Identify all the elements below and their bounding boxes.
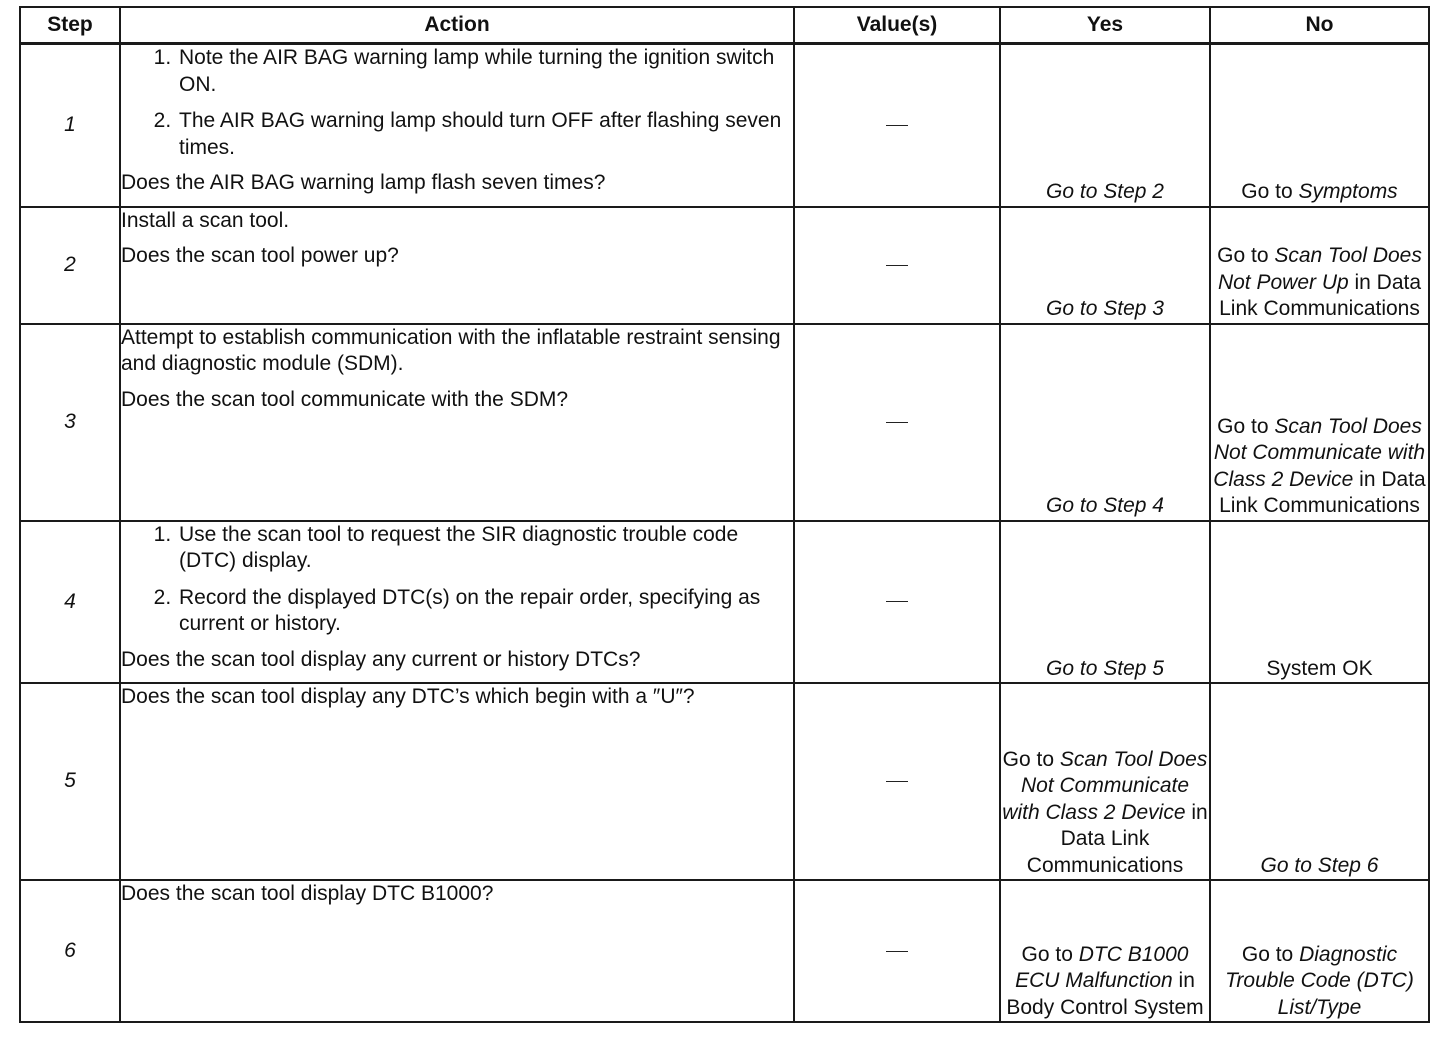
header-yes: Yes: [1000, 7, 1210, 44]
no-outcome-text: Scan Tool Does Not Power Up: [1217, 244, 1422, 294]
value-cell: [794, 880, 1000, 1022]
action-text: Does the scan tool power up?: [121, 244, 399, 267]
no-outcome-text: in Data Link Communications: [1219, 270, 1422, 320]
table-row: [20, 207, 1429, 324]
value-cell: [794, 683, 1000, 880]
header-action: Action: [120, 7, 794, 44]
yes-outcome-text: Go to Step 4: [1046, 494, 1164, 517]
action-cell: [120, 207, 794, 324]
yes-outcome: [1000, 324, 1210, 521]
action-step-item: 2. Record the displayed DTC(s) on the repair order, specifying as current or history.: [177, 585, 793, 638]
diagnostic-table: [19, 6, 1430, 1023]
table-row: [20, 44, 1429, 207]
yes-outcome-text: DTC B1000 ECU Malfunction: [1015, 942, 1189, 992]
table-row: [20, 324, 1429, 521]
yes-outcome: [1000, 683, 1210, 880]
table-row: [20, 521, 1429, 684]
header-row: [20, 7, 1429, 44]
header-step: Step: [20, 7, 120, 44]
action-text: Does the scan tool communicate with the SDM?: [121, 387, 569, 411]
value-cell: [794, 521, 1000, 684]
yes-outcome-text: Scan Tool Does Not Communicate with Class 2 Device: [1002, 747, 1208, 824]
no-outcome-text: Go to: [1241, 942, 1300, 966]
action-text: Attempt to establish communication with the inflatable restraint sensing and diagnostic module (SDM).: [121, 325, 781, 375]
action-cell: [120, 880, 794, 1022]
action-text: Does the scan tool display DTC B1000?: [121, 882, 494, 905]
value-dash: [886, 781, 908, 782]
no-outcome: [1210, 880, 1429, 1022]
yes-outcome-text: Go to Step 2: [1046, 180, 1164, 203]
yes-outcome-text: Go to: [1002, 747, 1060, 771]
step-number: 6: [20, 880, 120, 1022]
action-cell: [120, 44, 794, 207]
no-outcome-text: Diagnostic Trouble Code (DTC) List/Type: [1225, 942, 1414, 1019]
action-cell: [120, 324, 794, 521]
value-dash: [886, 951, 908, 952]
no-outcome: [1210, 207, 1429, 324]
yes-outcome-text: in Data Link Communications: [1026, 800, 1208, 877]
no-outcome-text: System OK: [1266, 656, 1373, 680]
action-cell: [120, 683, 794, 880]
action-text: Does the scan tool display any DTC’s which begin with a ″U″?: [121, 685, 695, 708]
no-outcome-text: in Data Link Communications: [1219, 467, 1426, 517]
value-cell: [794, 207, 1000, 324]
action-step-item: 1. Note the AIR BAG warning lamp while turning the ignition switch ON.: [177, 45, 793, 98]
yes-outcome-text: in Body Control System: [1006, 969, 1204, 1019]
action-step-item: 2. The AIR BAG warning lamp should turn OFF after flashing seven times.: [177, 108, 793, 161]
step-number: 4: [20, 521, 120, 684]
no-outcome-text: Go to: [1217, 244, 1275, 267]
yes-outcome-text: Go to Step 5: [1046, 656, 1164, 680]
value-dash: [886, 422, 908, 423]
table-row: [20, 683, 1429, 880]
action-step-item: 1. Use the scan tool to request the SIR diagnostic trouble code (DTC) display.: [177, 522, 793, 575]
step-number: 2: [20, 207, 120, 324]
value-dash: [886, 265, 908, 266]
step-number: 5: [20, 683, 120, 880]
table-row: [20, 880, 1429, 1022]
header-values: Value(s): [794, 7, 1000, 44]
value-dash: [886, 125, 908, 126]
no-outcome: [1210, 683, 1429, 880]
yes-outcome: [1000, 880, 1210, 1022]
action-steps-list: [121, 522, 793, 638]
action-steps-list: [121, 45, 793, 161]
action-text: Does the AIR BAG warning lamp flash seven times?: [121, 171, 606, 194]
no-outcome: [1210, 44, 1429, 207]
no-outcome: [1210, 324, 1429, 521]
yes-outcome-text: Go to: [1021, 942, 1079, 966]
yes-outcome-text: Go to Step 3: [1046, 297, 1164, 320]
no-outcome: [1210, 521, 1429, 684]
action-text: Install a scan tool.: [121, 208, 290, 232]
no-outcome-text: Scan Tool Does Not Communicate with Class 2 Device: [1213, 414, 1426, 491]
yes-outcome: [1000, 207, 1210, 324]
table-body: [20, 44, 1429, 1023]
yes-outcome: [1000, 44, 1210, 207]
no-outcome-text: Symptoms: [1298, 180, 1398, 203]
no-outcome-text: Go to Step 6: [1260, 853, 1379, 877]
yes-outcome: [1000, 521, 1210, 684]
action-text: Does the scan tool display any current or history DTCs?: [121, 647, 641, 671]
no-outcome-text: Go to: [1217, 414, 1275, 438]
action-cell: [120, 521, 794, 684]
value-cell: [794, 44, 1000, 207]
step-number: 3: [20, 324, 120, 521]
step-number: 1: [20, 44, 120, 207]
no-outcome-text: Go to: [1241, 180, 1299, 203]
header-no: No: [1210, 7, 1429, 44]
value-cell: [794, 324, 1000, 521]
value-dash: [886, 601, 908, 602]
